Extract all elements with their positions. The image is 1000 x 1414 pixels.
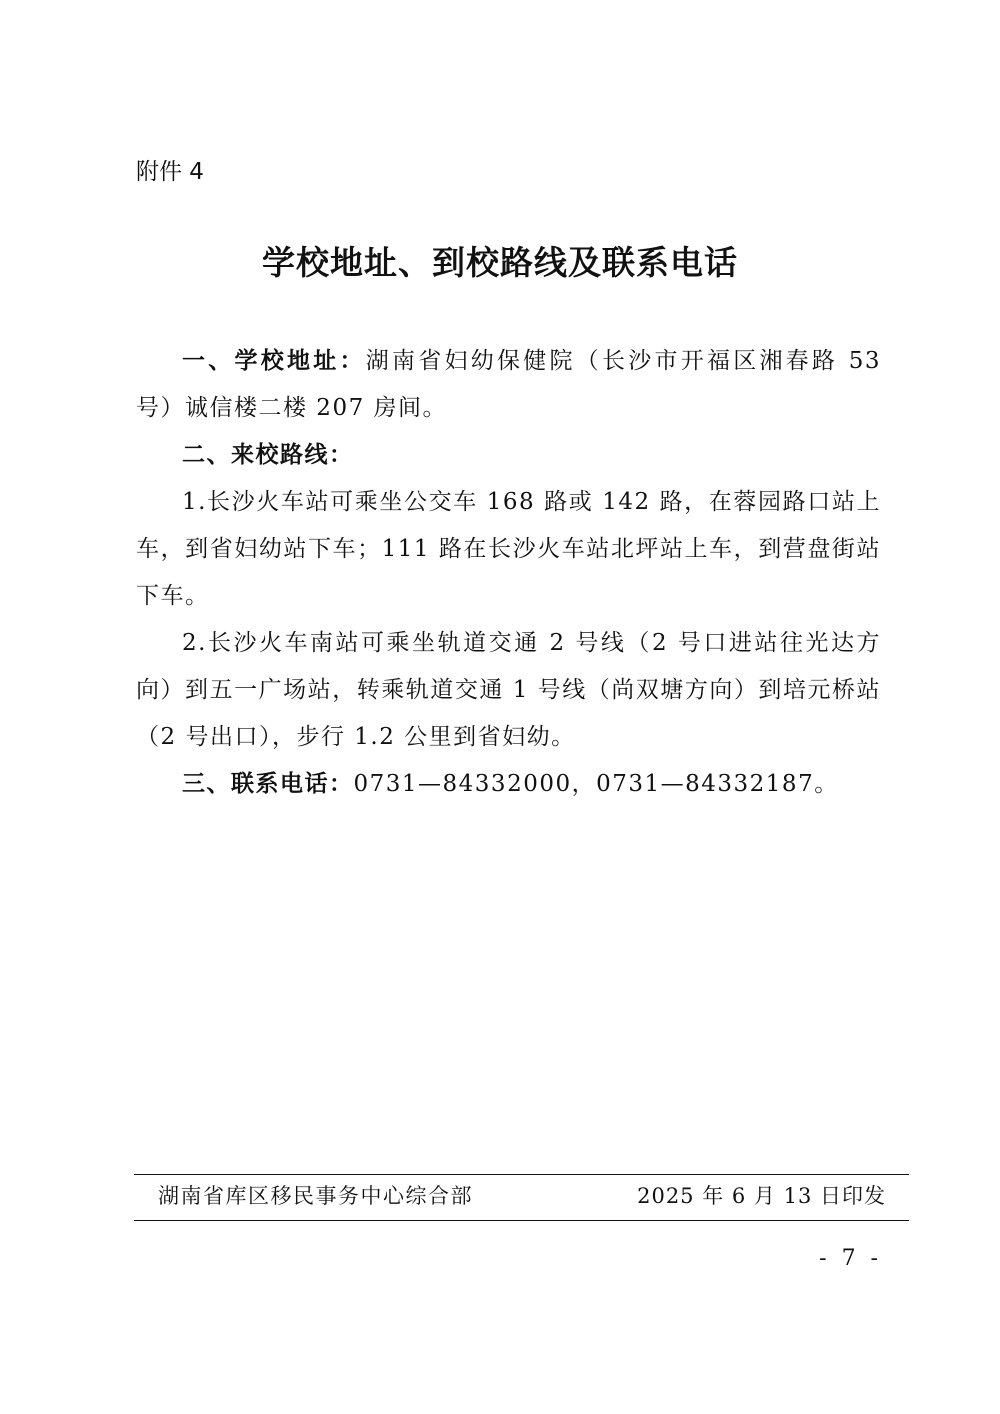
routes-label: 二、来校路线：: [182, 442, 354, 468]
footer-top-rule: [134, 1174, 909, 1175]
route-item-2: 2.长沙火车南站可乘坐轨道交通 2 号线（2 号口进站往光达方向）到五一广场站，转乘轨道交通 1 号线（尚双塘方向）到培元桥站（2 号出口），步行 1.2 公里到省妇幼。: [136, 630, 881, 750]
route-item-1: 1.长沙火车站可乘坐公交车 168 路或 142 路，在蓉园路口站上车，到省妇幼站下车；111 路在长沙火车站北坪站上车，到营盘街站下车。: [136, 489, 881, 609]
footer-bottom-rule: [134, 1220, 909, 1221]
footer-date: 2025 年 6 月 13 日印发: [637, 1184, 886, 1208]
address-paragraph: [136, 338, 881, 432]
address-label: 一、学校地址：: [182, 348, 366, 374]
footer-organization: 湖南省库区移民事务中心综合部: [158, 1184, 473, 1208]
document-title: 学校地址、到校路线及联系电话: [262, 243, 738, 282]
address-text: 湖南省妇幼保健院（长沙市开福区湘春路 53 号）诚信楼二楼 207 房间。: [136, 348, 882, 421]
document-body: [136, 338, 881, 808]
contact-label: 三、联系电话：: [182, 771, 354, 797]
routes-heading: [136, 432, 881, 479]
attachment-label: 附件 4: [136, 159, 204, 185]
contact-text: 0731—84332000，0731—84332187。: [353, 771, 839, 797]
contact-paragraph: [136, 761, 881, 808]
page-number: - 7 -: [819, 1246, 882, 1271]
